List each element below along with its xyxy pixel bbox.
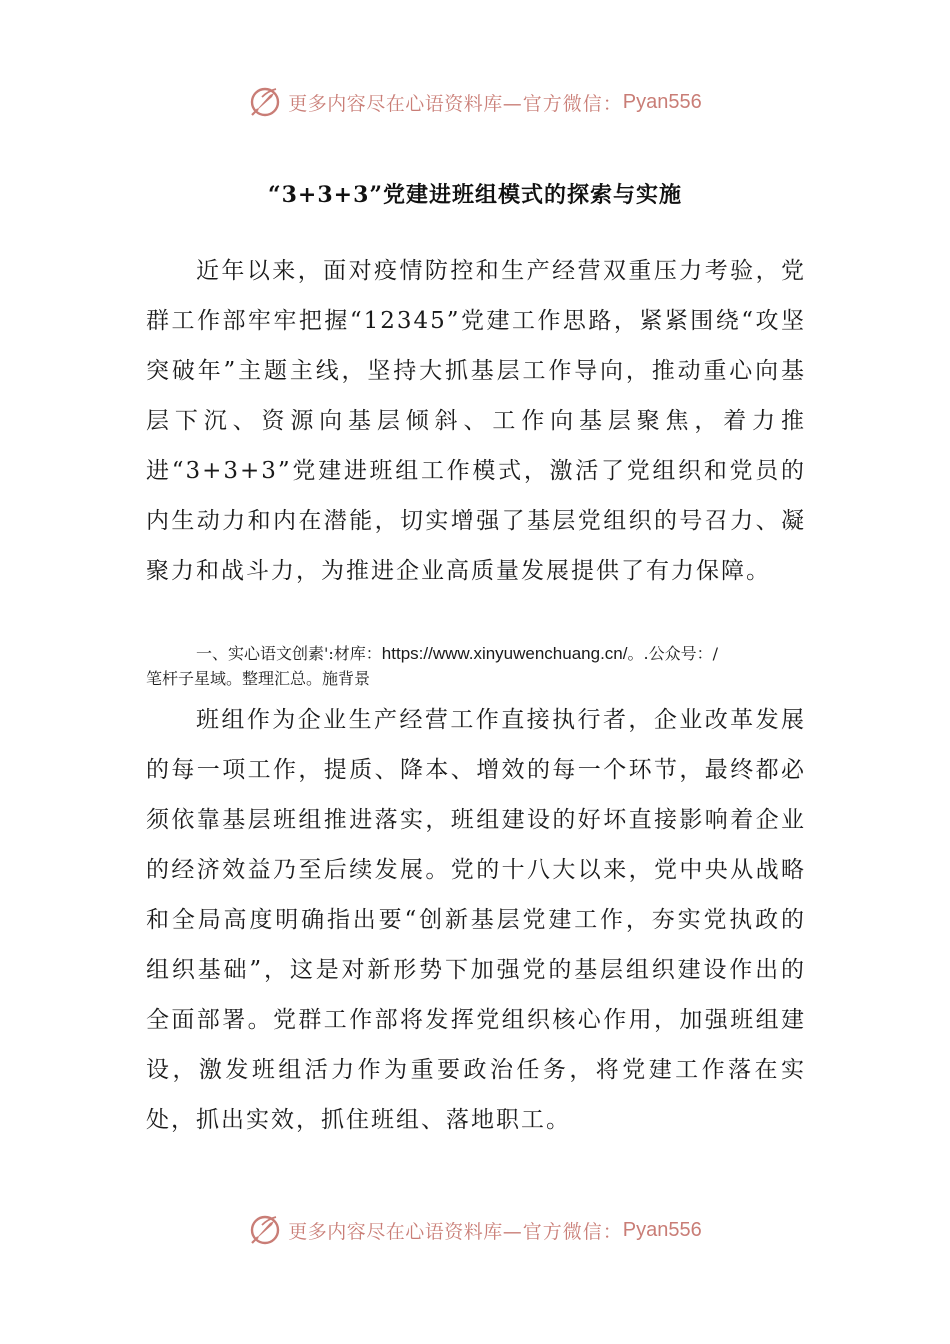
banner-wechat-id: Pyan556: [622, 1218, 702, 1241]
source-note-line-1: [146, 641, 806, 666]
note-suffix: 。.公众号：/: [627, 644, 718, 663]
banner-wechat-id: Pyan556: [622, 90, 702, 113]
source-note-line-2: 笔杆子星域。整理汇总。施背景: [146, 669, 371, 688]
footer-watermark-banner: [0, 1210, 950, 1250]
quill-logo-icon: [248, 85, 282, 119]
note-prefix: 一、实心语文创素':材库：: [196, 644, 382, 663]
source-note: [146, 641, 806, 691]
paragraph-intro: 近年以来，面对疫情防控和生产经营双重压力考验，党群工作部牢牢把握“12345”党建工作思路，紧紧围绕“攻坚突破年”主题主线，坚持大抓基层工作导向，推动重心向基层下沉、资源向基层倾斜、工作向基层聚焦，着力推进“3+3+3”党建进班组工作模式，激活了党组织和党员的内生动力和内在潜能，切实增强了基层党组织的号召力、凝聚力和战斗力，为推进企业高质量发展提供了有力保障。: [146, 258, 806, 584]
paragraph-background: 班组作为企业生产经营工作直接执行者，企业改革发展的每一项工作，提质、降本、增效的每一个环节，最终都必须依靠基层班组推进落实，班组建设的好坏直接影响着企业的经济效益乃至后续发展。党的十八大以来，党中央从战略和全局高度明确指出要“创新基层党建工作，夯实党执政的组织基础”，这是对新形势下加强党的基层组织建设作出的全面部署。党群工作部将发挥党组织核心作用，加强班组建设，激发班组活力作为重要政治任务，将党建工作落在实处，抓出实效，抓住班组、落地职工。: [146, 707, 806, 1133]
quill-logo-icon: [248, 1213, 282, 1247]
document-title: “3+3+3”党建进班组模式的探索与实施: [267, 182, 683, 208]
banner-separator: —官方微信：: [502, 1220, 623, 1243]
banner-separator: —官方微信：: [502, 92, 623, 115]
banner-text: 更多内容尽在心语资料库: [288, 92, 503, 115]
banner-text: 更多内容尽在心语资料库: [288, 1220, 503, 1243]
note-url: https://www.xinyuwenchuang.cn/: [381, 644, 628, 663]
header-watermark-banner: [0, 82, 950, 122]
